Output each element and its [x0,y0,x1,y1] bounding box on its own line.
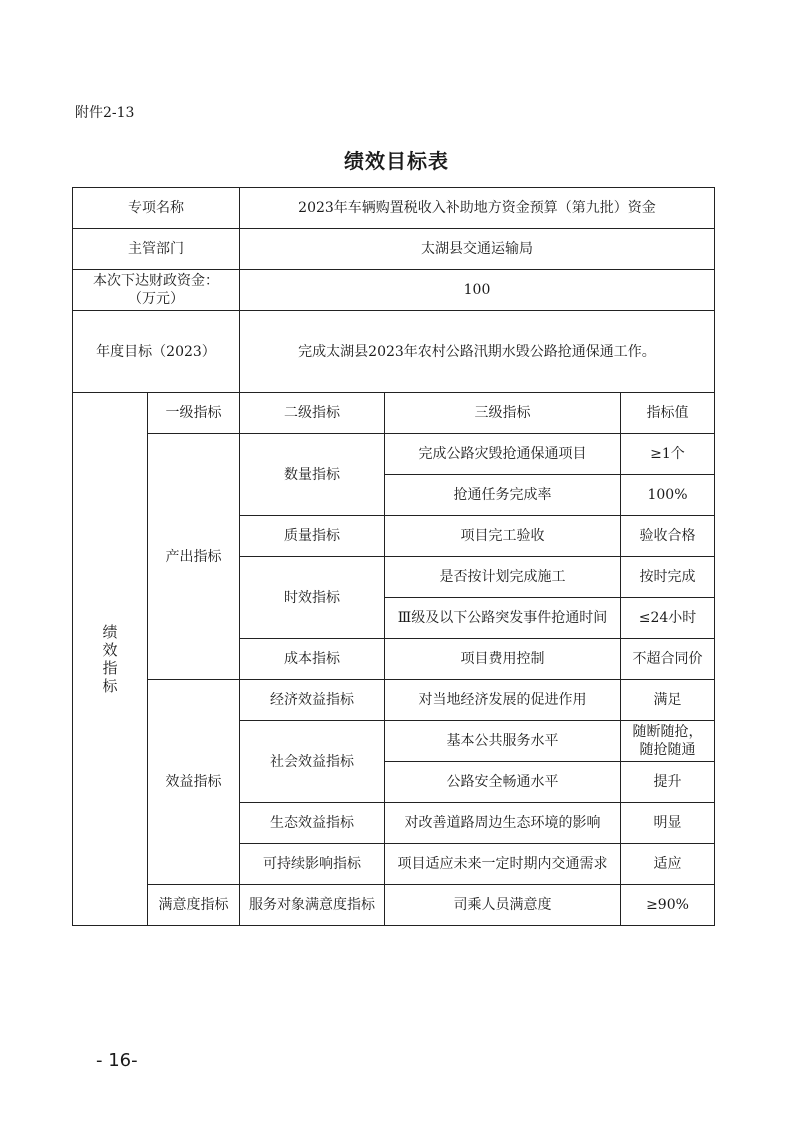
cost-indicators: 成本指标 [240,639,385,680]
indicator-value-line-2: 随抢随通 [639,742,696,758]
attachment-label: 附件2-13 [75,105,135,121]
indicator-text: 对当地经济发展的促进作用 [385,680,621,721]
timeliness-indicators: 时效指标 [240,557,385,639]
indicator-text: 项目费用控制 [385,639,621,680]
quality-indicators: 质量指标 [240,516,385,557]
indicator-text: 公路安全畅通水平 [385,762,621,803]
project-name-label: 专项名称 [73,188,240,229]
indicator-value: 按时完成 [621,557,715,598]
economic-benefit-indicators: 经济效益指标 [240,680,385,721]
page-title: 绩效目标表 [344,149,449,173]
performance-table [72,187,715,926]
col-header-level1: 一级指标 [148,393,240,434]
indicator-value: ≥1个 [621,434,715,475]
table-row [73,885,715,926]
fund-label-line-1: 本次下达财政资金： [93,273,219,289]
ecological-benefit-indicators: 生态效益指标 [240,803,385,844]
service-satisfaction-indicators: 服务对象满意度指标 [240,885,385,926]
satisfaction-indicators: 满意度指标 [148,885,240,926]
indicator-text: Ⅲ级及以下公路突发事件抢通时间 [385,598,621,639]
indicator-value: 适应 [621,844,715,885]
quantity-indicators: 数量指标 [240,434,385,516]
col-header-level3: 三级指标 [385,393,621,434]
indicator-value: 100% [621,475,715,516]
col-header-value: 指标值 [621,393,715,434]
indicator-text: 对改善道路周边生态环境的影响 [385,803,621,844]
indicator-value: 验收合格 [621,516,715,557]
table-row [73,680,715,721]
social-benefit-indicators: 社会效益指标 [240,721,385,803]
project-name-value: 2023年车辆购置税收入补助地方资金预算（第九批）资金 [240,188,715,229]
indicator-text: 项目适应未来一定时期内交通需求 [385,844,621,885]
table-row [73,393,715,434]
table-row [73,270,715,311]
indicator-text: 完成公路灾毁抢通保通项目 [385,434,621,475]
col-header-level2: 二级指标 [240,393,385,434]
indicator-value: 提升 [621,762,715,803]
annual-goal-label: 年度目标（2023） [73,311,240,393]
annual-goal-value: 完成太湖县2023年农村公路汛期水毁公路抢通保通工作。 [240,311,715,393]
indicator-value: 不超合同价 [621,639,715,680]
table-row [73,434,715,475]
indicator-value: ≥90% [621,885,715,926]
performance-indicators-label: 绩效指标 [73,393,148,926]
indicator-value: ≤24小时 [621,598,715,639]
indicator-value-line-1: 随断随抢， [632,724,703,740]
output-indicators: 产出指标 [148,434,240,680]
indicator-text: 是否按计划完成施工 [385,557,621,598]
indicator-value: 明显 [621,803,715,844]
indicator-value [621,721,715,762]
benefit-indicators: 效益指标 [148,680,240,885]
table-row [73,311,715,393]
table-row [73,188,715,229]
fund-label [73,270,240,311]
table-row [73,229,715,270]
indicator-text: 司乘人员满意度 [385,885,621,926]
indicator-text: 基本公共服务水平 [385,721,621,762]
department-value: 太湖县交通运输局 [240,229,715,270]
page-number: - 16- [96,1050,138,1071]
sustainability-indicators: 可持续影响指标 [240,844,385,885]
department-label: 主管部门 [73,229,240,270]
indicator-text: 抢通任务完成率 [385,475,621,516]
fund-value: 100 [240,270,715,311]
indicator-text: 项目完工验收 [385,516,621,557]
indicator-value: 满足 [621,680,715,721]
fund-label-line-2: （万元） [128,291,184,307]
